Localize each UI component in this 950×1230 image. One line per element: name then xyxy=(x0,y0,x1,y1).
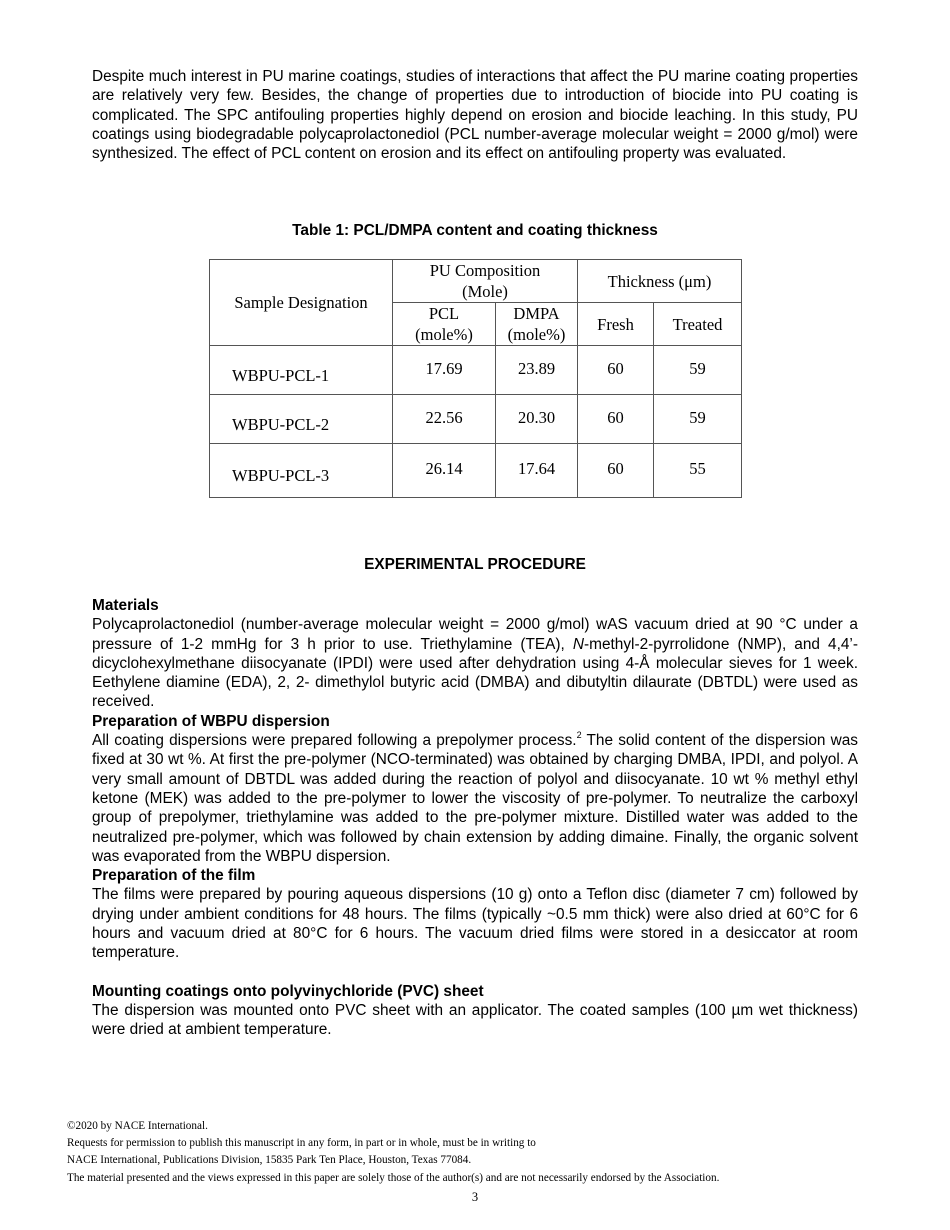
cell-fresh: 60 xyxy=(578,444,654,498)
film-heading: Preparation of the film xyxy=(92,867,256,885)
cell-fresh: 60 xyxy=(578,346,654,395)
footer-disclaimer: The material presented and the views expressed in this paper are solely those of the author(s) and are not necessarily endorsed by the Association. xyxy=(67,1171,720,1184)
cell-sample: WBPU-PCL-1 xyxy=(210,346,393,395)
intro-paragraph: Despite much interest in PU marine coatings, studies of interactions that affect the PU marine coating properties are relatively very few. Besides, the change of properties due to introduction of biocide into PU coating is complicated. The SPC antifouling properties highly depend on erosion and biocide leaching. In this study, PU coatings using biodegradable polycaprolactonediol (PCL number-average molecular weight = 2000 g/mol) were synthesized. The effect of PCL content on erosion and its effect on antifouling property was evaluated. xyxy=(92,68,858,163)
mounting-paragraph: The dispersion was mounted onto PVC sheet with an applicator. The coated samples (100 µm wet thickness) were dried at ambient temperature. xyxy=(92,1001,858,1039)
materials-heading: Materials xyxy=(92,597,159,614)
cell-pcl: 22.56 xyxy=(393,395,496,444)
cell-treated: 55 xyxy=(654,444,742,498)
cell-treated: 59 xyxy=(654,346,742,395)
header-pcl xyxy=(393,303,496,346)
table-row xyxy=(210,395,742,444)
table-caption: Table 1: PCL/DMPA content and coating thickness xyxy=(292,222,658,239)
header-fresh: Fresh xyxy=(578,303,654,346)
footer-address: NACE International, Publications Division, 15835 Park Ten Place, Houston, Texas 77084. xyxy=(67,1154,472,1167)
header-pu-composition xyxy=(393,260,578,303)
reference-superscript: 2 xyxy=(576,730,582,741)
footer xyxy=(67,1118,883,1187)
materials-paragraph: Polycaprolactonediol (number-average molecular weight = 2000 g/mol) wAS vacuum dried at 90 °C under a pressure of 1-2 mmHg for 3 h prior to use. Triethylamine (TEA), N-methyl-2-pyrrolidone (NMP), and 4,4’-dicyclohexylmethane diisocyanate (IPDI) were used after dehydration using 4-Å molecular sieves for 1 week. Eethylene diamine (EDA), 2, 2- dimethylol butyric acid (DMBA) and dibutyltin dilaurate (DBTDL) were used as received. xyxy=(92,616,858,711)
composition-table xyxy=(209,259,742,498)
table-row xyxy=(210,444,742,498)
table-row xyxy=(210,346,742,395)
header-dmpa-line1: DMPA xyxy=(513,304,560,323)
footer-copyright: ©2020 by NACE International. xyxy=(67,1120,208,1132)
header-pcl-line2: (mole%) xyxy=(415,325,473,344)
header-pcl-line1: PCL xyxy=(428,304,460,323)
footer-permission: Requests for permission to publish this manuscript in any form, in part or in whole, must be in writing to xyxy=(67,1137,536,1150)
header-dmpa xyxy=(496,303,578,346)
italic-n: N xyxy=(572,635,585,653)
header-pu-composition-line1: PU Composition xyxy=(429,261,541,280)
header-dmpa-line2: (mole%) xyxy=(507,325,566,344)
section-body xyxy=(92,596,858,1040)
cell-dmpa: 23.89 xyxy=(496,346,578,395)
cell-dmpa: 17.64 xyxy=(496,444,578,498)
cell-dmpa: 20.30 xyxy=(496,395,578,444)
cell-fresh: 60 xyxy=(578,395,654,444)
cell-pcl: 17.69 xyxy=(393,346,496,395)
mounting-heading: Mounting coatings onto polyvinychloride (PVC) sheet xyxy=(92,982,484,1000)
cell-sample: WBPU-PCL-2 xyxy=(210,395,393,444)
header-pu-composition-line2: (Mole) xyxy=(462,282,508,301)
header-treated: Treated xyxy=(654,303,742,346)
header-thickness: Thickness (μm) xyxy=(578,260,742,303)
header-sample-designation: Sample Designation xyxy=(210,260,393,346)
cell-sample: WBPU-PCL-3 xyxy=(210,444,393,498)
wbpu-paragraph: All coating dispersions were prepared following a prepolymer process.$^2$ The solid content of the dispersion was fixed at 30 wt %. At first the pre-polymer (NCO-terminated) was obtained by charging DMBA, IPDI, and polyol. A very small amount of DBTDL was added during the reaction of polyol and diisocyanate. 10 wt % methyl ethyl ketone (MEK) was added to the pre-polymer to lower the viscosity of pre-polymer. To neutralize the carboxyl group of prepolymer, triethylamine was added to the pre-polymer mixture. Distilled water was added to the neutralized pre-polymer, which was followed by chain extension by adding dimaine. Finally, the organic solvent was evaporated from the WBPU dispersion. xyxy=(92,730,858,865)
wbpu-heading: Preparation of WBPU dispersion xyxy=(92,712,330,730)
cell-pcl: 26.14 xyxy=(393,444,496,498)
page-number: 3 xyxy=(471,1190,479,1204)
cell-treated: 59 xyxy=(654,395,742,444)
section-heading: EXPERIMENTAL PROCEDURE xyxy=(364,556,586,573)
film-paragraph: The films were prepared by pouring aqueous dispersions (10 g) onto a Teflon disc (diameter 7 cm) followed by drying under ambient conditions for 48 hours. The films (typically ~0.5 mm thick) were also dried at 60°C for 6 hours and vacuum dried at 80°C for 6 hours. The vacuum dried films were stored in a desiccator at room temperature. xyxy=(92,886,858,962)
